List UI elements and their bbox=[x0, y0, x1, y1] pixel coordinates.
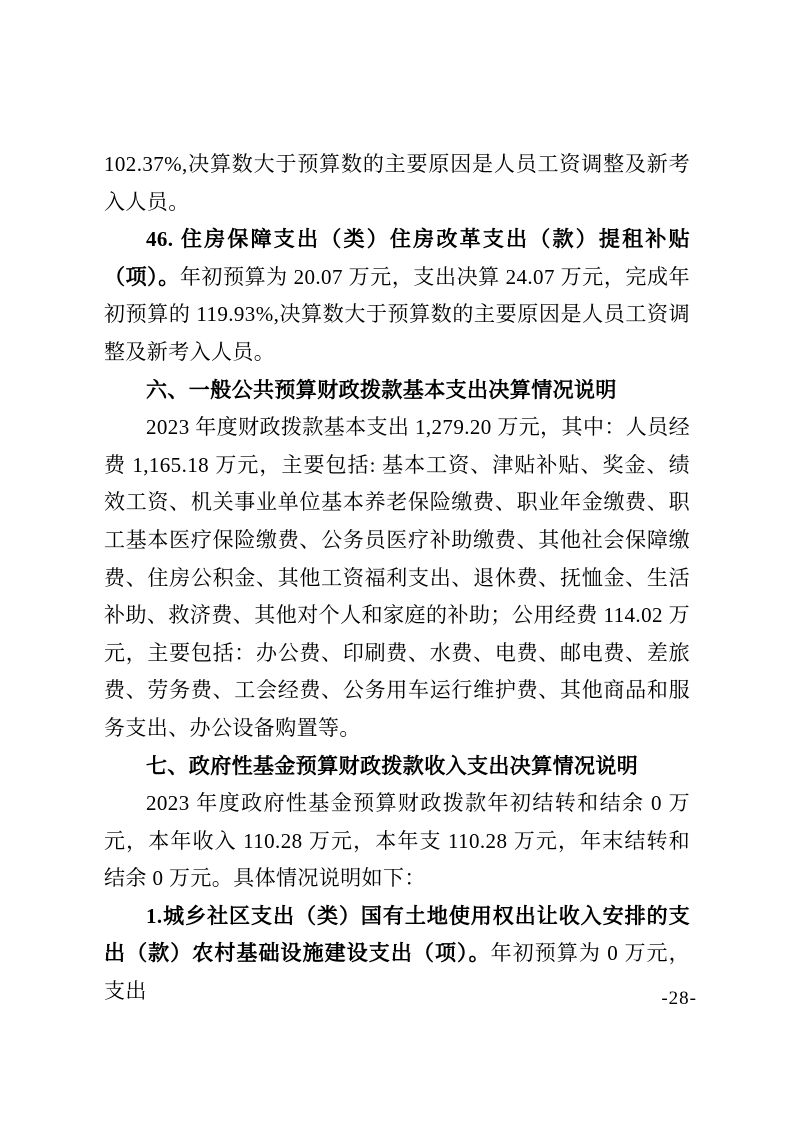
heading-text: 七、政府性基金预算财政拨款收入支出决算情况说明 bbox=[146, 754, 639, 778]
paragraph-lead: 1.城乡社区支出（类）国有土地使用权出让收入安排的支出（款）农村基础设施建设支出（项）。 bbox=[104, 903, 690, 966]
paragraph-text: 年初预算为 20.07 万元，支出决算 24.07 万元，完成年初预算的 119.93%,决算数大于预算数的主要原因是人员工资调整及新考入人员。 bbox=[104, 264, 690, 364]
paragraph-lead: 46. 住房保障支出（类）住房改革支出（款）提租补贴（项）。 bbox=[104, 227, 690, 289]
paragraph-text: 2023 年度政府性基金预算财政拨款年初结转和结余 0 万元，本年收入 110.28 万元，本年支 110.28 万元，年末结转和结余 0 万元。具体情况说明如下： bbox=[104, 791, 690, 891]
section-heading-seven bbox=[104, 748, 690, 786]
section-heading-six bbox=[104, 372, 690, 410]
paragraph-text: 2023 年度财政拨款基本支出 1,279.20 万元，其中：人员经费 1,165.18 万元，主要包括: 基本工资、津贴补贴、奖金、绩效工资、机关事业单位基本养老保险缴费、职业年金缴费、职工基本医疗保险缴费、公务员医疗补助缴费、其他社会保障缴费、住房公积金、其他工资福利支出、退休费、抚恤金、生活补助、救济费、其他对个人和家庭的补助；公用经费 114.02 万元，主要包括：办公费、印刷费、水费、电费、邮电费、差旅费、劳务费、工会经费、公务用车运行维护费、其他商品和服务支出、办公设备购置等。 bbox=[104, 415, 690, 740]
paragraph-text: 年初预算为 0 万元，支出 bbox=[104, 941, 691, 1004]
heading-text: 六、一般公共预算财政拨款基本支出决算情况说明 bbox=[146, 378, 617, 402]
paragraph-item-1 bbox=[104, 898, 690, 1011]
paragraph-item-46 bbox=[104, 221, 690, 371]
document-content bbox=[104, 146, 690, 1011]
paragraph-continuation bbox=[104, 146, 690, 221]
paragraph-text: 102.37%,决算数大于预算数的主要原因是人员工资调整及新考入人员。 bbox=[104, 152, 690, 214]
paragraph-basic-expenditure bbox=[104, 409, 690, 747]
page-number: -28- bbox=[661, 988, 697, 1009]
paragraph-government-fund bbox=[104, 785, 690, 898]
